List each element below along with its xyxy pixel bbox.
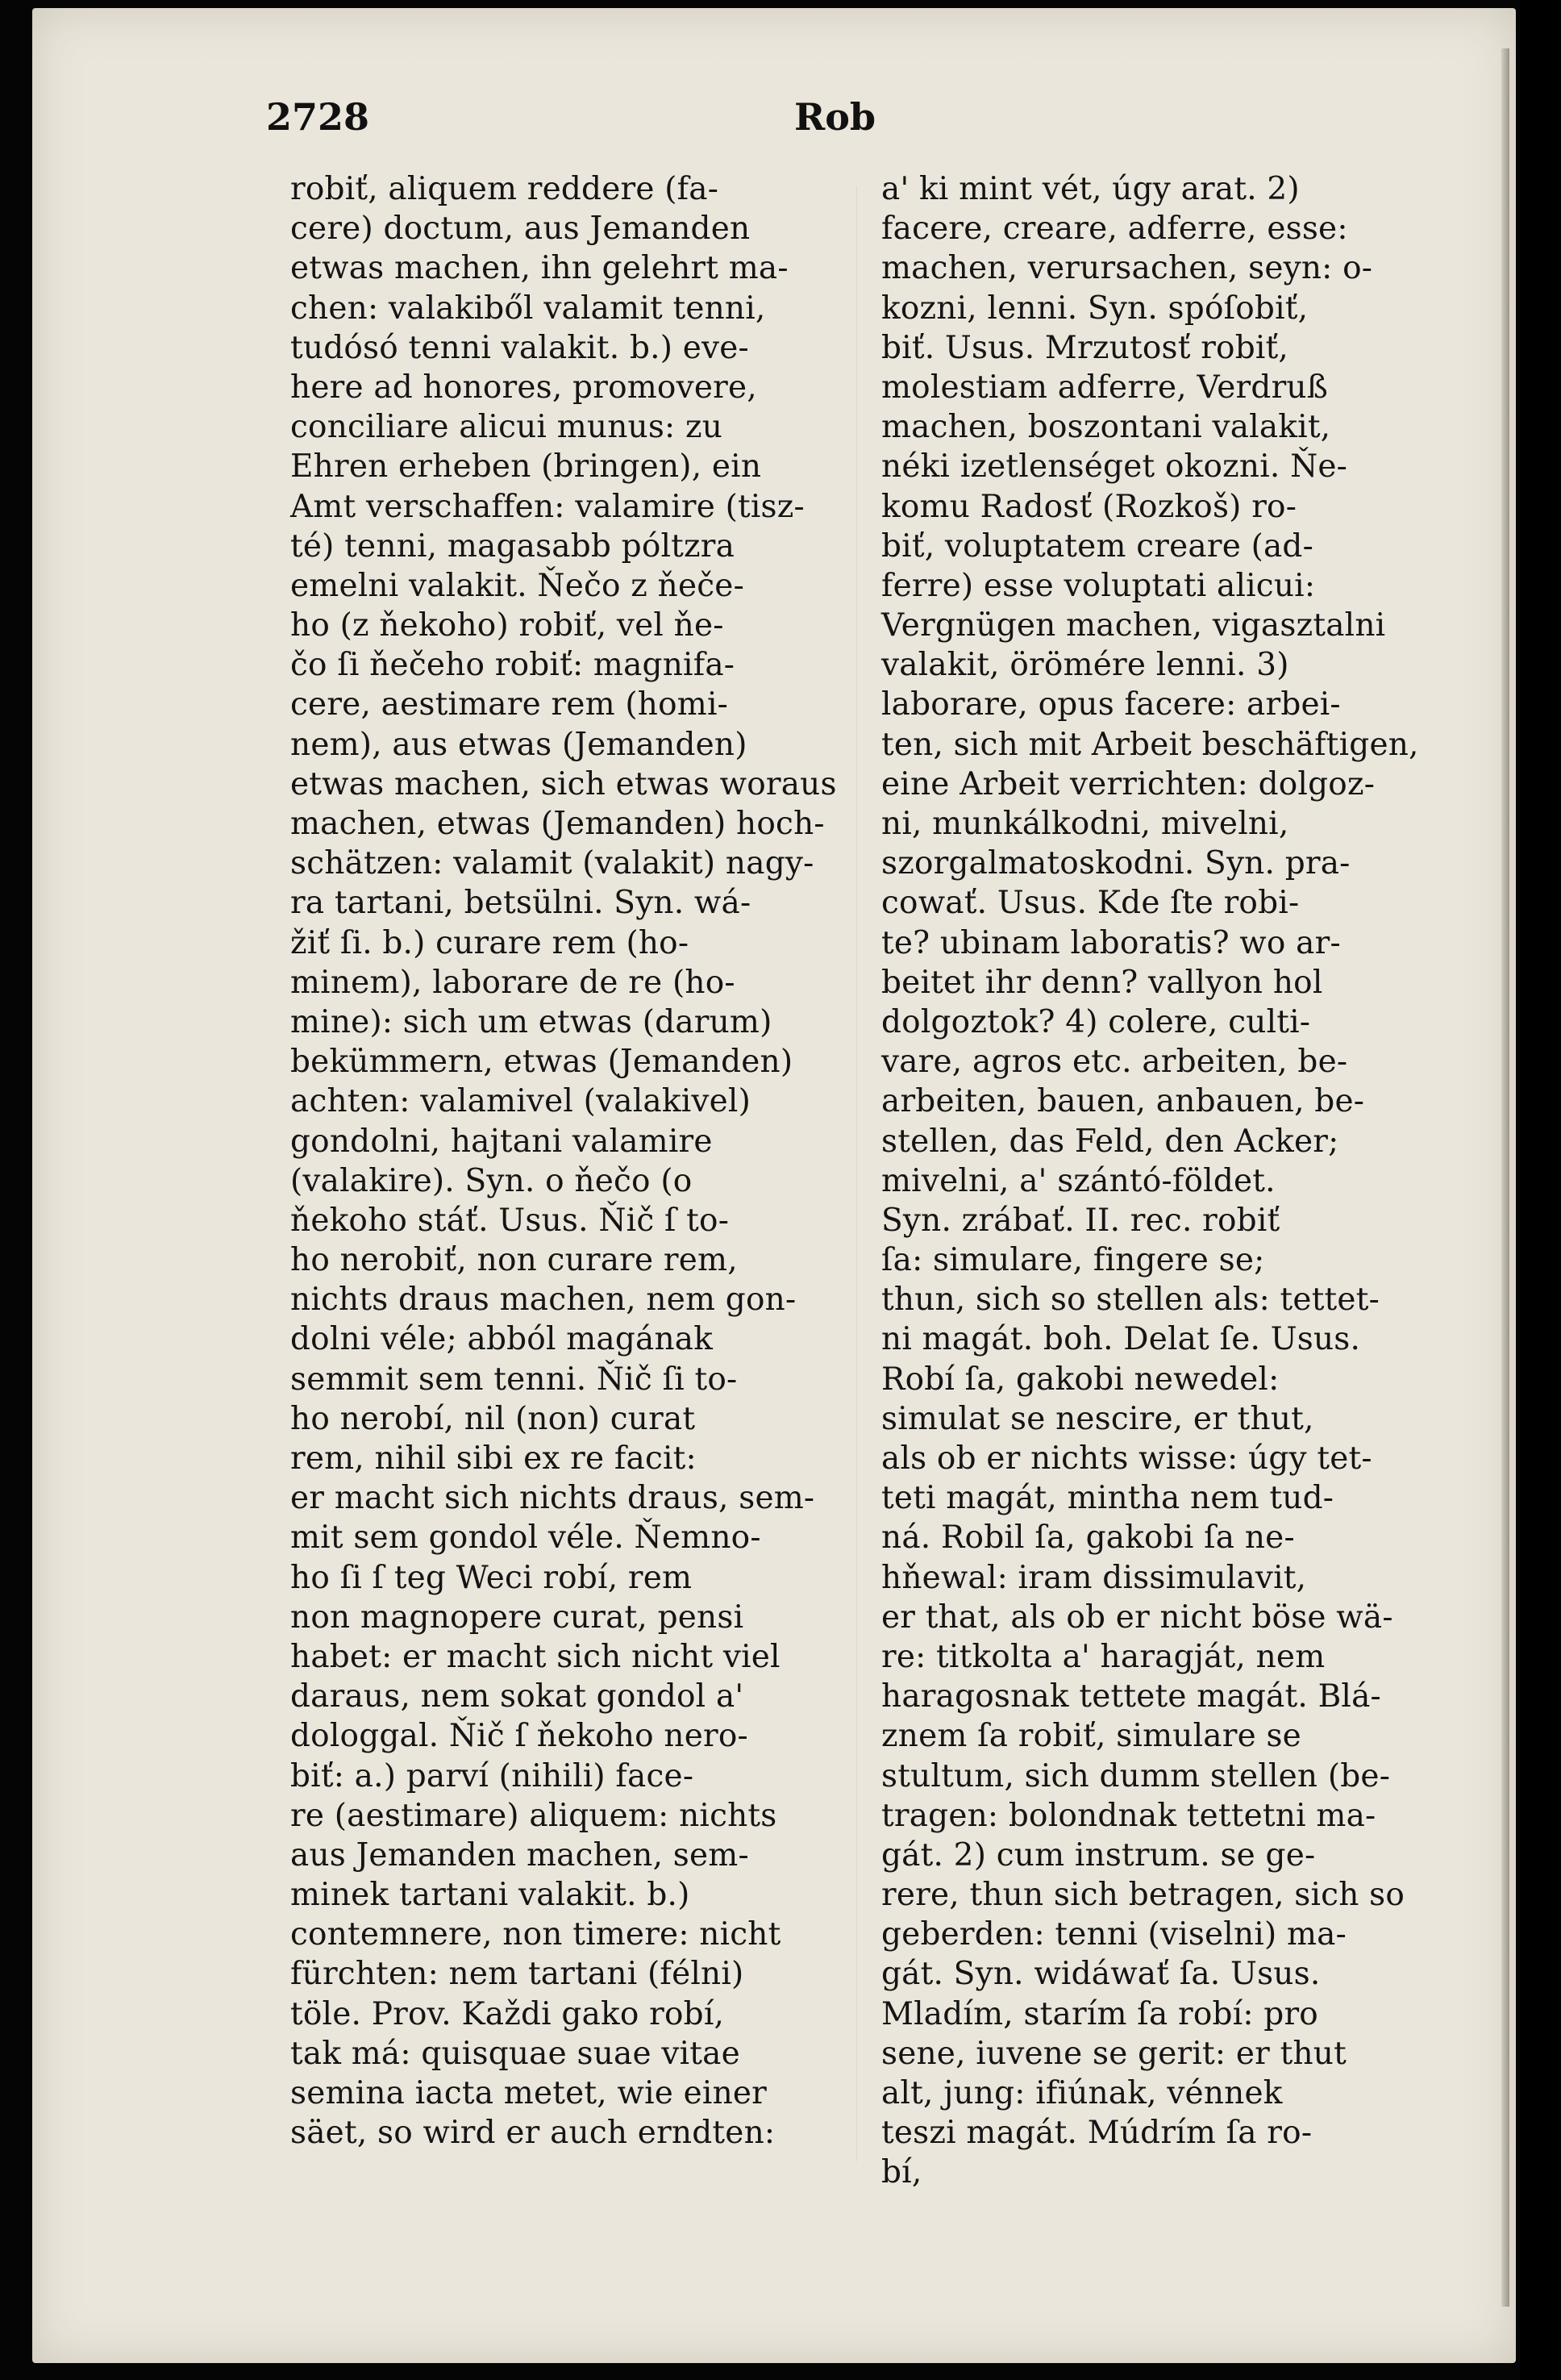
text-line: cere, aestimare rem (homi- [290, 686, 729, 723]
text-line: alt, jung: ifiúnak, vénnek [881, 2075, 1283, 2111]
text-line: gondolni, hajtani valamire [290, 1123, 713, 1160]
text-line: habet: er macht sich nicht viel [290, 1638, 780, 1675]
text-line: ho ſi ſ teg Weci robí, rem [290, 1559, 693, 1596]
text-line: minem), laborare de re (ho- [290, 964, 735, 1001]
text-line: beitet ihr denn? vallyon hol [881, 964, 1323, 1001]
text-line: té) tenni, magasabb póltzra [290, 527, 735, 565]
text-line: re: titkolta a' haragját, nem [881, 1638, 1326, 1675]
text-line: ten, sich mit Arbeit beschäftigen, [881, 726, 1419, 763]
text-line: simulat se nescire, er thut, [881, 1400, 1314, 1437]
text-line: here ad honores, promovere, [290, 369, 757, 406]
text-line: komu Radosť (Rozkoš) ro- [881, 488, 1297, 525]
text-line: er that, als ob er nicht böse wä- [881, 1598, 1393, 1636]
text-line: non magnopere curat, pensi [290, 1598, 744, 1636]
text-line: thun, sich so stellen als: tettet- [881, 1282, 1380, 1319]
text-line: molestiam adferre, Verdruß [881, 369, 1328, 406]
text-line: fürchten: nem tartani (félni) [290, 1956, 744, 1993]
text-line: conciliare alicui munus: zu [290, 409, 723, 446]
text-line: nichts draus machen, nem gon- [290, 1282, 797, 1319]
text-line: Vergnügen machen, vigasztalni [881, 607, 1386, 644]
text-line: semina iacta metet, wie einer [290, 2075, 768, 2111]
text-line: daraus, nem sokat gondol a' [290, 1678, 744, 1715]
text-line: ni magát. boh. Delat ſe. Usus. [881, 1321, 1361, 1358]
text-line: gát. Syn. widáwať ſa. Usus. [881, 1956, 1321, 1993]
text-line: robiť, aliquem reddere (fa- [290, 171, 719, 207]
text-line: néki izetlenséget okozni. Ňe- [881, 448, 1348, 486]
text-line: Ehren erheben (bringen), ein [290, 448, 762, 486]
text-line: mivelni, a' szántó-földet. [881, 1162, 1276, 1199]
text-line: a' ki mint vét, úgy arat. 2) [881, 171, 1300, 207]
right-column [881, 169, 1422, 2193]
text-line: hňewal: iram dissimulavit, [881, 1559, 1307, 1596]
text-line: chen: valakiből valamit tenni, [290, 290, 766, 327]
text-line: etwas machen, sich etwas woraus [290, 765, 837, 802]
text-line: znem ſa robiť, simulare se [881, 1718, 1301, 1755]
text-line: ra tartani, betsülni. Syn. wá- [290, 885, 751, 922]
text-line: rem, nihil sibi ex re facit: [290, 1440, 697, 1477]
text-line: mit sem gondol véle. Ňemno- [290, 1519, 761, 1557]
text-line: teti magát, mintha nem tud- [881, 1480, 1334, 1517]
page-gutter-shadow [1501, 48, 1509, 2307]
text-line: Syn. zrábať. II. rec. robiť [881, 1202, 1280, 1239]
text-line: emelni valakit. Ňečo z ňeče- [290, 567, 744, 604]
text-line: laborare, opus facere: arbei- [881, 686, 1341, 723]
text-line: ho (z ňekoho) robiť, vel ňe- [290, 607, 724, 644]
text-line: tak má: quisquae suae vitae [290, 2035, 740, 2072]
text-line: ho nerobí, nil (non) curat [290, 1400, 696, 1437]
text-line: ni, munkálkodni, mivelni, [881, 806, 1289, 842]
text-line: machen, boszontani valakit, [881, 409, 1331, 446]
text-line: arbeiten, bauen, anbauen, be- [881, 1083, 1365, 1120]
text-line: sene, iuvene se gerit: er thut [881, 2035, 1347, 2072]
text-line: haragosnak tettete magát. Blá- [881, 1678, 1381, 1715]
text-line: dolgoztok? 4) colere, culti- [881, 1003, 1311, 1040]
text-line: rere, thun sich betragen, sich so [881, 1877, 1405, 1914]
text-line: machen, verursachen, seyn: o- [881, 250, 1373, 287]
scan-border [1520, 0, 1561, 2380]
text-line: bekümmern, etwas (Jemanden) [290, 1044, 793, 1081]
text-line: etwas machen, ihn gelehrt ma- [290, 250, 789, 287]
text-line: biť: a.) parví (nihili) face- [290, 1757, 694, 1794]
running-head: Rob [794, 95, 876, 139]
text-line: re (aestimare) aliquem: nichts [290, 1797, 777, 1834]
text-line: töle. Prov. Každi gako robí, [290, 1995, 725, 2032]
text-line: Robí ſa, gakobi newedel: [881, 1361, 1280, 1398]
text-line: er macht sich nichts draus, sem- [290, 1480, 815, 1517]
text-line: eine Arbeit verrichten: dolgoz- [881, 765, 1376, 802]
text-line: achten: valamivel (valakivel) [290, 1083, 751, 1120]
text-line: biť, voluptatem creare (ad- [881, 527, 1313, 565]
text-line: čo ſi ňečeho robiť: magnifa- [290, 647, 735, 684]
text-line: cowať. Usus. Kde ſte robi- [881, 885, 1300, 922]
text-line: als ob er nichts wisse: úgy tet- [881, 1440, 1372, 1477]
column-divider [856, 185, 857, 2161]
page-number: 2728 [266, 95, 370, 139]
text-line: mine): sich um etwas (darum) [290, 1003, 772, 1040]
text-line: dologgal. Ňič ſ ňekoho nero- [290, 1718, 748, 1755]
text-line: ſa: simulare, fingere se; [881, 1242, 1265, 1279]
text-line: szorgalmatoskodni. Syn. pra- [881, 845, 1351, 882]
text-line: gát. 2) cum instrum. se ge- [881, 1836, 1316, 1874]
text-line: semmit sem tenni. Ňič ſi to- [290, 1361, 738, 1398]
text-line: säet, so wird er auch erndten: [290, 2115, 776, 2152]
text-line: tudósó tenni valakit. b.) eve- [290, 329, 749, 366]
text-line: ná. Robil ſa, gakobi ſa ne- [881, 1519, 1295, 1557]
text-line: aus Jemanden machen, sem- [290, 1836, 749, 1874]
text-line: minek tartani valakit. b.) [290, 1877, 690, 1914]
text-line: vare, agros etc. arbeiten, be- [881, 1044, 1348, 1081]
text-line: ferre) esse voluptati alicui: [881, 567, 1316, 604]
text-line: valakit, örömére lenni. 3) [881, 647, 1289, 684]
text-line: te? ubinam laboratis? wo ar- [881, 924, 1341, 961]
text-line: Mladím, starím ſa robí: pro [881, 1995, 1318, 2032]
text-line: žiť ſi. b.) curare rem (ho- [290, 924, 689, 961]
text-line: geberden: tenni (viselni) ma- [881, 1916, 1347, 1953]
text-line: stultum, sich dumm stellen (be- [881, 1757, 1391, 1794]
text-line: cere) doctum, aus Jemanden [290, 210, 751, 248]
text-line: schätzen: valamit (valakit) nagy- [290, 845, 814, 882]
text-line: stellen, das Feld, den Acker; [881, 1123, 1339, 1160]
text-line: tragen: bolondnak tettetni ma- [881, 1797, 1376, 1834]
text-line: machen, etwas (Jemanden) hoch- [290, 806, 825, 842]
text-line: (valakire). Syn. o ňečo (o [290, 1162, 693, 1199]
text-line: bí, [881, 2154, 922, 2191]
left-column [290, 169, 839, 2153]
text-line: kozni, lenni. Syn. spóſobiť, [881, 290, 1309, 327]
text-line: ňekoho stáť. Usus. Ňič ſ to- [290, 1202, 730, 1239]
text-line: contemnere, non timere: nicht [290, 1916, 781, 1953]
text-line: ho nerobiť, non curare rem, [290, 1242, 738, 1279]
text-line: Amt verschaffen: valamire (tisz- [290, 488, 805, 525]
text-line: teszi magát. Múdrím ſa ro- [881, 2115, 1313, 2152]
text-line: nem), aus etwas (Jemanden) [290, 726, 747, 763]
text-line: biť. Usus. Mrzutosť robiť, [881, 329, 1289, 366]
text-line: facere, creare, adferre, esse: [881, 210, 1348, 248]
page-header [266, 95, 1427, 152]
text-line: dolni véle; abból magának [290, 1321, 714, 1358]
